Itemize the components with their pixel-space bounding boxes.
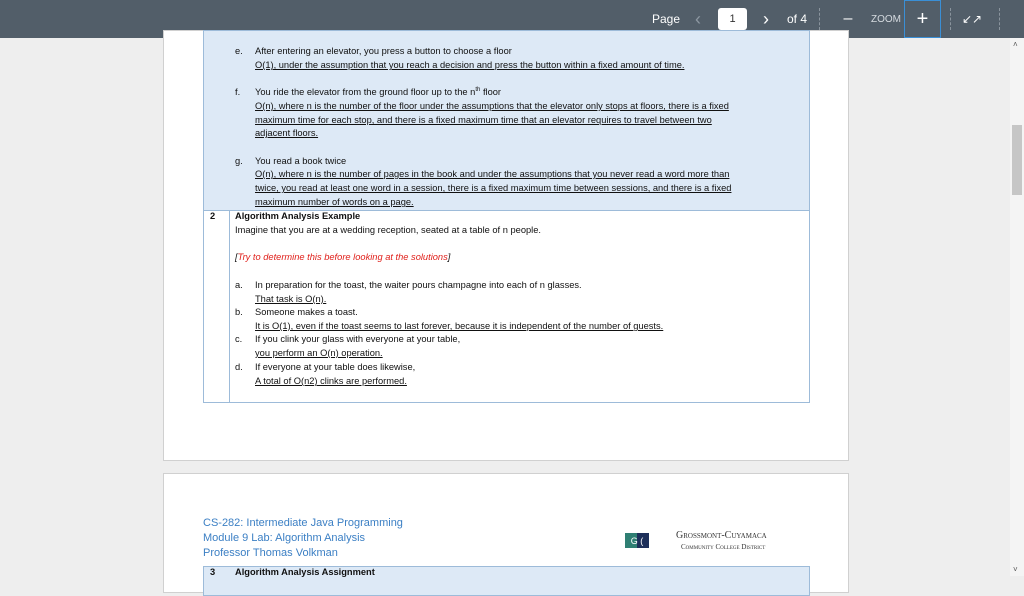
page-count: of 4 (786, 12, 807, 26)
page-label: Page (651, 12, 681, 26)
row-number: 2 (210, 211, 216, 221)
hint-text: [Try to determine this before looking at the solutions] (235, 252, 451, 262)
answer-text: adjacent floors. (255, 128, 319, 138)
item-letter: b. (235, 307, 243, 317)
item-letter: f. (235, 87, 241, 97)
collapse-icon[interactable]: ↙↗ (961, 12, 983, 26)
answer-text: That task is O(n). (255, 294, 327, 304)
item-letter: a. (235, 280, 243, 290)
question-text: After entering an elevator, you press a button to choose a floor (255, 46, 512, 56)
answer-text: It is O(1), even if the toast seems to last forever, because it is independent of the number of guests. (255, 321, 664, 331)
question-text: If you clink your glass with everyone at your table, (255, 334, 461, 344)
section-title: Algorithm Analysis Example (235, 211, 361, 221)
answer-text: maximum number of words on a page. (255, 197, 414, 207)
vertical-scrollbar[interactable] (1010, 38, 1024, 576)
item-letter: c. (235, 334, 243, 344)
zoom-out-minus-icon[interactable]: – (843, 10, 853, 27)
professor-header: Professor Thomas Volkman (203, 547, 338, 559)
divider (950, 8, 951, 30)
college-logo-icon: G ( (625, 533, 649, 548)
answer-text: O(n), where n is the number of pages in the book and under the assumptions that you never read a word more than (255, 169, 730, 179)
divider (819, 8, 820, 30)
logo-subtitle: Community College District (681, 543, 766, 551)
item-letter: d. (235, 362, 243, 372)
intro-text: Imagine that you are at a wedding reception, seated at a table of n people. (235, 225, 541, 235)
course-header: CS-282: Intermediate Java Programming (203, 517, 403, 529)
answer-text: A total of O(n2) clinks are performed. (255, 376, 407, 386)
answer-text: O(1), under the assumption that you reach a decision and press the button within a fixed amount of time. (255, 60, 685, 70)
answer-text: twice, you read at least one word in a session, there is a fixed maximum time between sessions, and there is a fixed (255, 183, 732, 193)
row-number-cell (203, 210, 230, 403)
divider (999, 8, 1000, 30)
item-letter: e. (235, 46, 243, 56)
zoom-label: ZOOM (871, 13, 901, 25)
question-text: If everyone at your table does likewise, (255, 362, 416, 372)
question-text: You ride the elevator from the ground floor up to the $n^{th}$ floor (255, 87, 502, 98)
question-text: In preparation for the toast, the waiter pours champagne into each of n glasses. (255, 280, 582, 290)
page-number-input[interactable] (718, 8, 747, 30)
zoom-in-plus-icon[interactable]: + (904, 0, 941, 38)
section-title: Algorithm Analysis Assignment (235, 567, 375, 577)
scroll-up-icon[interactable]: ˄ (1013, 40, 1018, 49)
logo-title: Grossmont-Cuyamaca (676, 530, 767, 541)
answer-text: you perform an O(n) operation. (255, 348, 383, 358)
next-page-chevron-right-icon[interactable]: › (763, 8, 769, 29)
row-number: 3 (210, 567, 216, 577)
scrollbar-thumb[interactable] (1012, 125, 1022, 195)
question-text: You read a book twice (255, 156, 347, 166)
item-letter: g. (235, 156, 243, 166)
scroll-down-icon[interactable]: ˅ (1013, 565, 1018, 574)
answer-text: maximum time for each stop, and there is a fixed maximum time that an elevator requires to travel between two (255, 115, 712, 125)
answer-text: O(n), where n is the number of the floor under the assumptions that the elevator only stops at floors, there is a fixed (255, 101, 729, 111)
prev-page-chevron-left-icon[interactable]: ‹ (695, 8, 701, 29)
module-header: Module 9 Lab: Algorithm Analysis (203, 532, 366, 544)
question-text: Someone makes a toast. (255, 307, 358, 317)
